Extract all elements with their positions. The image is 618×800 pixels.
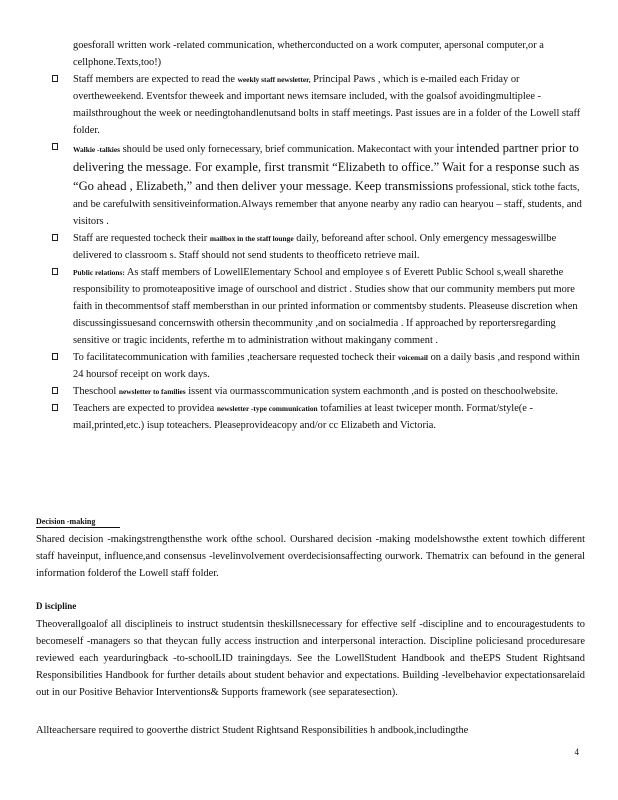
bullet-term: weekly staff newsletter,	[237, 75, 311, 84]
bullet-box-icon	[52, 387, 58, 394]
bullet-body: on a daily basis ,and respond within 24 hoursof receipt on work days.	[73, 352, 580, 380]
bullet-lead: Theschool	[73, 386, 117, 397]
bullet-term: voicemail	[398, 353, 428, 362]
section-heading-discipline: D iscipline	[36, 601, 77, 611]
bullet-emphasis: intended partner prior to delivering the message. For example, first transmit “Elizabeth to office.” Wait for a response such as “Go ahead , Elizabeth,” and then deliver your message. Keep transmissions	[73, 141, 580, 193]
bullet-box-icon	[52, 268, 58, 275]
bullet-box-icon	[52, 353, 58, 360]
section-heading-decision-making: Decision -making	[36, 517, 120, 528]
bullet-body: As staff members of LowellElementary School and employee s of Everett Public School s,weall sharethe responsibility to promoteapositive image of ourschool and district . Studies show that our community members put more faith in thecommentsof staff membersthan in our printed information or commentsby students. Pleaseuse discretion when discussingissuesand concernswith othersin thecommunity ,and on socialmedia . If approached by reportersregarding sensitive or tragic incidents, referthe m to administration without makingany comment .	[73, 267, 578, 346]
bullet-item-public-relations	[52, 264, 585, 349]
bullet-lead: Staff are requested tocheck their	[73, 233, 208, 244]
bullet-box-icon	[52, 404, 58, 411]
bullet-item-walkie-talkies	[52, 139, 585, 230]
bullet-item-voicemail	[52, 349, 585, 383]
bullet-item-teacher-newsletter	[52, 400, 585, 434]
bullet-term: Public relations:	[73, 268, 125, 277]
bullet-list	[52, 71, 585, 434]
bullet-box-icon	[52, 234, 58, 241]
bullet-box-icon	[52, 143, 58, 150]
bullet-lead: Staff members are expected to read the	[73, 74, 235, 85]
bullet-body: tofamilies at least twiceper month. Format/style(e -mail,printed,etc.) isup toteachers. Pleaseprovideacopy and/or cc Elizabeth and Victoria.	[73, 403, 533, 431]
bullet-lead: Teachers are expected to providea	[73, 403, 215, 414]
bullet-item-newsletter	[52, 71, 585, 139]
bullet-item-school-newsletter	[52, 383, 585, 400]
bullet-term: newsletter -type communication	[216, 404, 318, 413]
decision-making-paragraph: Shared decision -makingstrengthensthe work ofthe school. Ourshared decision -making modelshowsthe extent towhich different staff haveinput, influence,and consensus -levelinvolvement overdecisionsaffecting ourwork. Thematrix can befound in the general information folderof the Lowell staff folder.	[36, 534, 585, 579]
bullet-body: issent via ourmasscommunication system eachmonth ,and is posted on theschoolwebsite.	[188, 386, 558, 397]
bullet-body: daily, beforeand after school. Only emergency messageswillbe delivered to classroom s. Staff should not send students to theofficeto retrieve mail.	[73, 233, 557, 261]
page-number: 4	[574, 747, 579, 757]
bullet-body: Principal Paws , which is e-mailed each Friday or overtheweekend. Eventsfor theweek and important news itemsare included, with the goalsof avoidingmultiplee -mailsthroughout the week or needingtohandlenutsand bolts in staff meetings. Past issues are in a folder of the Lowell staff folder.	[73, 74, 581, 136]
bullet-box-icon	[52, 75, 58, 82]
bullet-term: newsletter to families	[118, 387, 186, 396]
bullet-tail: professional, stick tothe facts, and be carefulwith sensitiveinformation.Always remember that anyone nearby any radio can hearyou – staff, students, and visitors .	[73, 182, 582, 227]
continuation-text: goesforall written work -related communication, whetherconducted on a work computer, apersonal computer,or a cellphone.Texts,too!)	[73, 40, 544, 68]
discipline-last-line: Allteachersare required to gooverthe district Student Rightsand Responsibilities h andbook,includingthe	[36, 725, 469, 736]
discipline-paragraph: Theoverallgoalof all disciplineis to instruct studentsin theskillsnecessary for effective self -discipline and to encouragestudents to becomeself -managers so that theycan fully access instruction and interpersonal interaction. Discipline policiesand proceduresare reviewed each yearduringback -to-schoolLID trainingdays. See the LowellStudent Handbook and theEPS Student Rightsand Responsibilities Handbook for further details about student behavior and expectations. Building -levelbehavior expectationsarelaid out in our Positive Behavior Interventions& Supports framework (see separatesection).	[36, 619, 585, 698]
bullet-item-mailbox	[52, 230, 585, 264]
bullet-lead: To facilitatecommunication with families ,teachersare requested tocheck their	[73, 352, 396, 363]
bullet-body: should be used only fornecessary, brief communication. Makecontact with your	[122, 144, 454, 155]
bullet-term: Walkie -talkies	[73, 145, 121, 154]
bullet-term: mailbox in the staff lounge	[209, 234, 294, 243]
